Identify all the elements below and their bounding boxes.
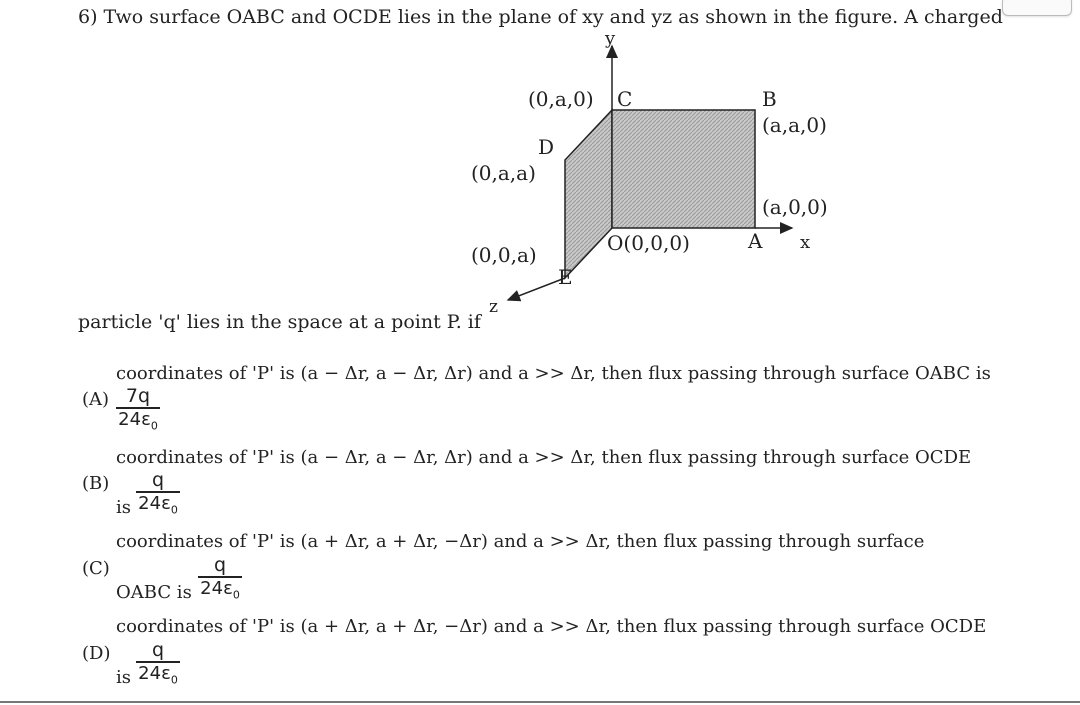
option-c-prefix: OABC is <box>116 582 192 603</box>
option-b-fraction <box>136 470 180 520</box>
option-b-statement: coordinates of 'P' is (a − Δr, a − Δr, Δr) and a >> Δr, then flux passing through surface OCDE <box>116 447 972 468</box>
question-line-1: 6) Two surface OABC and OCDE lies in the plane of xy and yz as shown in the figure. A charged <box>78 6 1003 28</box>
option-a-numerator: 7q <box>125 385 151 407</box>
option-a-statement: coordinates of 'P' is (a − Δr, a − Δr, Δr) and a >> Δr, then flux passing through surface OABC is <box>116 363 991 384</box>
surface-OCDE <box>565 110 612 278</box>
option-a-denominator: $24\varepsilon_0$ <box>118 408 158 433</box>
z-axis <box>508 278 565 300</box>
label-A: A <box>748 229 763 253</box>
label-B: B <box>762 87 777 111</box>
option-d-numerator: q <box>151 639 165 661</box>
label-E-coord: (0,0,a) <box>471 243 537 267</box>
option-d-label[interactable]: (D) <box>82 643 111 664</box>
label-D: D <box>538 135 555 159</box>
option-b-label[interactable]: (B) <box>82 473 110 494</box>
question-line-2: particle 'q' lies in the space at a point P. if <box>78 311 481 333</box>
option-c-denominator: $24\varepsilon_0$ <box>200 577 240 602</box>
surface-OABC <box>612 110 755 228</box>
option-b-numerator: q <box>151 469 165 491</box>
figure-diagram <box>0 0 1080 330</box>
option-b-prefix: is <box>116 497 131 518</box>
option-c-fraction <box>198 555 242 605</box>
option-d-denominator: $24\varepsilon_0$ <box>138 662 178 687</box>
axis-x-label: x <box>800 232 811 253</box>
option-d-prefix: is <box>116 667 131 688</box>
label-C: C <box>617 87 633 111</box>
option-a-fraction <box>116 386 160 436</box>
option-a-label[interactable]: (A) <box>82 389 110 410</box>
label-D-coord: (0,a,a) <box>471 161 536 185</box>
label-E: E <box>558 265 573 289</box>
option-c-label[interactable]: (C) <box>82 558 110 579</box>
label-A-coord: (a,0,0) <box>762 195 828 219</box>
option-c-statement: coordinates of 'P' is (a + Δr, a + Δr, −Δr) and a >> Δr, then flux passing through surface <box>116 531 925 552</box>
bottom-divider <box>0 701 1080 703</box>
label-B-coord: (a,a,0) <box>762 113 827 137</box>
option-d-statement: coordinates of 'P' is (a + Δr, a + Δr, −Δr) and a >> Δr, then flux passing through surface OCDE <box>116 616 987 637</box>
label-C-coord: (0,a,0) <box>528 87 594 111</box>
label-O: O(0,0,0) <box>607 231 690 255</box>
option-d-fraction <box>136 640 180 690</box>
option-b-denominator: $24\varepsilon_0$ <box>138 492 178 517</box>
axis-z-label: z <box>489 297 498 317</box>
axis-y-label: y <box>605 28 616 49</box>
option-c-numerator: q <box>213 554 227 576</box>
